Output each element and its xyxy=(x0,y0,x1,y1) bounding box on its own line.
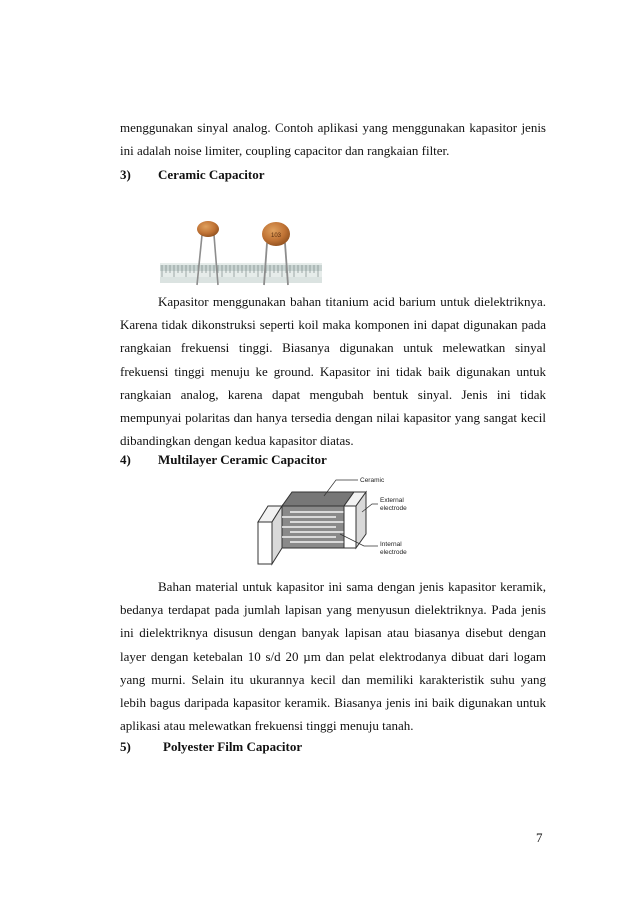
section-3-title: Ceramic Capacitor xyxy=(158,167,265,182)
intro-paragraph: menggunakan sinyal analog. Contoh aplikasi yang menggunakan kapasitor jenis ini adalah noise limiter, coupling capacitor dan rangkaian filter. xyxy=(120,120,546,159)
section-5-title: Polyester Film Capacitor xyxy=(163,739,303,754)
label-internal-line2: electrode xyxy=(380,549,407,556)
capacitor-code-label: 103 xyxy=(270,233,282,239)
label-external-line2: electrode xyxy=(380,505,407,512)
section-5-number: 5) xyxy=(120,739,131,754)
section-3-number: 3) xyxy=(120,167,131,182)
section-4-title: Multilayer Ceramic Capacitor xyxy=(158,452,327,467)
ceramic-capacitor-photo xyxy=(160,213,322,291)
page-number: 7 xyxy=(536,830,543,845)
section-4-paragraph: Bahan material untuk kapasitor ini sama dengan jenis kapasitor keramik, bedanya terdapat pada jumlah lapisan yang menyusun dielektriknya. Pada jenis ini dielektriknya disusun dengan banyak lapisan atau biasanya disebut dengan layer dengan ketebalan 10 s/d 20 µm dan pelat elektrodanya dibuat dari logam yang murni. Selain itu ukurannya kecil dan memiliki karakteristik suhu yang lebih bagus daripada kapasitor keramik. Biasanya jenis ini baik digunakan untuk aplikasi atau melewatkan frekuensi tinggi menuju tanah. xyxy=(120,579,546,734)
label-ceramic: Ceramic xyxy=(360,477,385,484)
label-internal-line1: Internal xyxy=(380,541,402,548)
label-external-line1: External xyxy=(380,497,404,504)
multilayer-capacitor-diagram xyxy=(254,472,434,568)
section-4-number: 4) xyxy=(120,452,131,467)
section-4-heading xyxy=(120,450,327,470)
section-5-heading xyxy=(120,737,302,757)
section-3-heading xyxy=(120,165,265,185)
section-3-paragraph: Kapasitor menggunakan bahan titanium acid barium untuk dielektriknya. Karena tidak dikonstruksi seperti koil maka komponen ini dapat digunakan pada rangkaian frekuensi tinggi. Biasanya digunakan untuk melewatkan sinyal frekuensi tinggi menuju ke ground. Kapasitor ini tidak baik digunakan untuk rangkaian analog, karena dapat mengubah bentuk sinyal. Jenis ini tidak mempunyai polaritas dan hanya tersedia dengan nilai kapasitor yang sangat kecil dibandingkan dengan kedua kapasitor diatas. xyxy=(120,294,546,449)
